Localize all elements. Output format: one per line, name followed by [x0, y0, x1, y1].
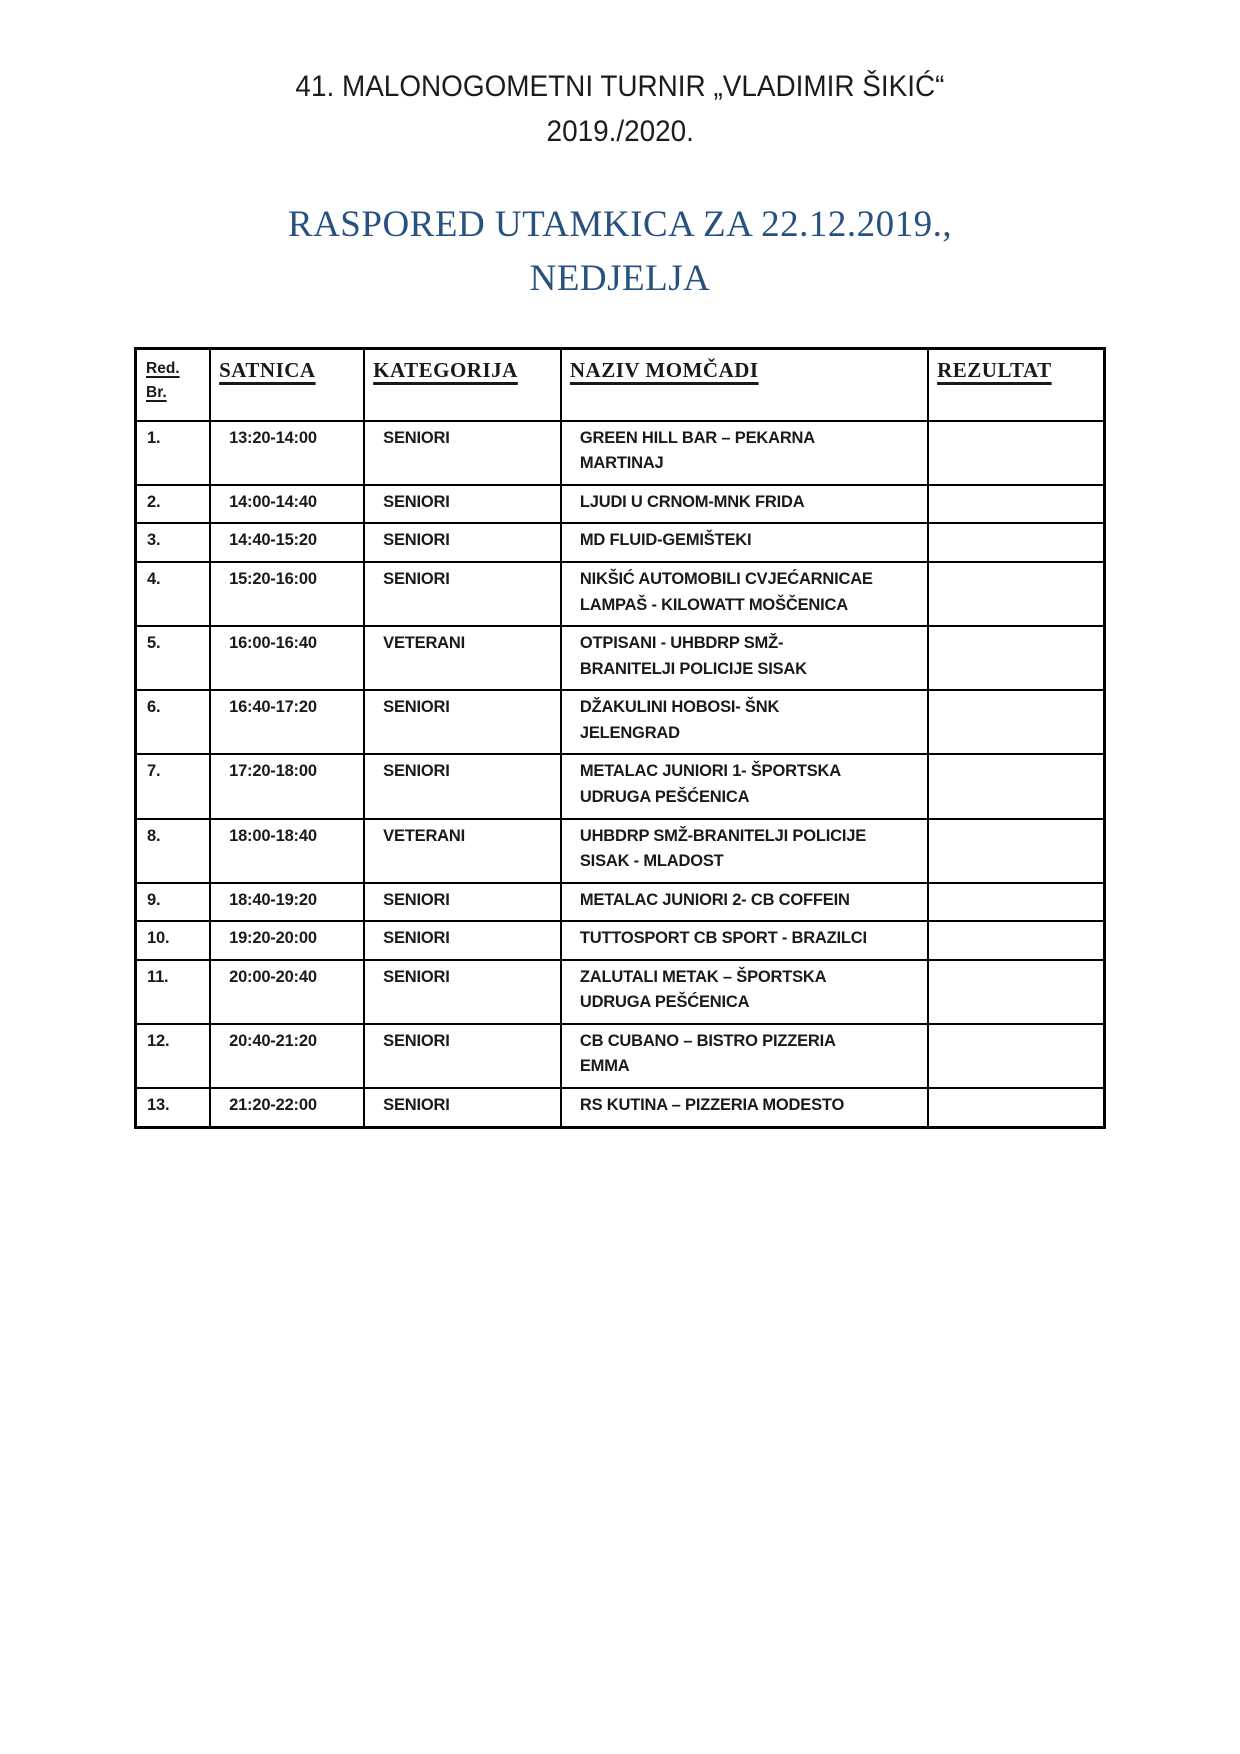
cell-red-br — [136, 1088, 211, 1127]
cell-satnica — [210, 960, 364, 1024]
cell-naziv-text: DŽAKULINI HOBOSI- ŠNK — [579, 698, 780, 717]
header-naziv-momcadi — [561, 349, 928, 421]
cell-satnica — [210, 523, 364, 562]
cell-naziv-text: CB CUBANO – BISTRO PIZZERIA — [579, 1031, 836, 1050]
cell-kategorija-text: SENIORI — [383, 492, 450, 511]
cell-satnica — [210, 421, 364, 485]
cell-satnica — [210, 921, 364, 960]
cell-red-br-text: 12. — [147, 1031, 170, 1050]
cell-satnica — [210, 562, 364, 626]
cell-satnica-text: 18:40-19:20 — [229, 890, 317, 909]
cell-kategorija-text: SENIORI — [383, 890, 450, 909]
cell-kategorija — [364, 562, 561, 626]
table-body — [136, 421, 1105, 1127]
cell-red-br-text: 6. — [147, 698, 161, 717]
cell-satnica-text: 15:20-16:00 — [229, 570, 317, 589]
cell-kategorija — [364, 1088, 561, 1127]
cell-satnica — [210, 1088, 364, 1127]
cell-naziv-text: NIKŠIĆ AUTOMOBILI CVJEĆARNICAE — [579, 570, 873, 589]
cell-naziv-text: EMMA — [579, 1057, 630, 1076]
cell-naziv-text: LJUDI U CRNOM-MNK FRIDA — [579, 492, 805, 511]
table-row — [136, 421, 1105, 485]
cell-red-br-text: 1. — [147, 428, 161, 447]
cell-red-br — [136, 883, 211, 922]
cell-kategorija — [364, 1024, 561, 1088]
cell-rezultat — [928, 523, 1104, 562]
header-red-br — [136, 349, 211, 421]
cell-naziv — [561, 562, 928, 626]
cell-naziv — [561, 754, 928, 818]
cell-naziv — [561, 421, 928, 485]
table-header-row — [136, 349, 1105, 421]
cell-kategorija-text: SENIORI — [383, 1096, 450, 1115]
cell-naziv — [561, 485, 928, 524]
cell-satnica — [210, 626, 364, 690]
document-title — [0, 64, 1240, 154]
cell-satnica-text: 16:40-17:20 — [229, 698, 317, 717]
cell-satnica — [210, 1024, 364, 1088]
table-row — [136, 960, 1105, 1024]
cell-naziv-text: OTPISANI - UHBDRP SMŽ- — [579, 634, 784, 653]
cell-kategorija-text: SENIORI — [383, 1031, 450, 1050]
cell-naziv — [561, 819, 928, 883]
header-label: Red. — [146, 360, 180, 378]
cell-satnica — [210, 690, 364, 754]
cell-kategorija-text: SENIORI — [383, 929, 450, 948]
cell-satnica-text: 16:00-16:40 — [229, 634, 317, 653]
cell-naziv-text: SISAK - MLADOST — [579, 852, 724, 871]
cell-satnica-text: 18:00-18:40 — [229, 826, 317, 845]
cell-kategorija — [364, 421, 561, 485]
cell-rezultat — [928, 421, 1104, 485]
cell-kategorija-text: VETERANI — [383, 634, 465, 653]
cell-kategorija — [364, 523, 561, 562]
cell-satnica — [210, 754, 364, 818]
cell-red-br — [136, 921, 211, 960]
cell-naziv — [561, 1024, 928, 1088]
cell-satnica-text: 19:20-20:00 — [229, 929, 317, 948]
title-line-1: 41. MALONOGOMETNI TURNIR „VLADIMIR ŠIKIĆ“ — [295, 70, 945, 103]
schedule-table-container — [0, 347, 1240, 1128]
table-row — [136, 562, 1105, 626]
cell-kategorija — [364, 883, 561, 922]
cell-rezultat — [928, 690, 1104, 754]
cell-red-br — [136, 690, 211, 754]
cell-red-br-text: 11. — [147, 967, 169, 986]
cell-satnica-text: 13:20-14:00 — [229, 428, 317, 447]
cell-kategorija-text: SENIORI — [383, 967, 450, 986]
cell-red-br — [136, 819, 211, 883]
header-label: Br. — [146, 383, 167, 401]
cell-red-br-text: 9. — [147, 890, 161, 909]
cell-naziv-text: UDRUGA PEŠĆENICA — [579, 787, 750, 806]
cell-naziv-text: UDRUGA PEŠĆENICA — [579, 993, 750, 1012]
document-subtitle — [0, 198, 1240, 305]
cell-red-br-text: 5. — [147, 634, 161, 653]
cell-satnica — [210, 485, 364, 524]
cell-naziv — [561, 690, 928, 754]
cell-rezultat — [928, 819, 1104, 883]
header-kategorija — [364, 349, 561, 421]
cell-kategorija-text: SENIORI — [383, 428, 450, 447]
cell-satnica-text: 21:20-22:00 — [229, 1096, 317, 1115]
cell-rezultat — [928, 485, 1104, 524]
cell-red-br-text: 13. — [147, 1096, 170, 1115]
table-row — [136, 754, 1105, 818]
cell-naziv-text: MARTINAJ — [579, 454, 664, 473]
cell-kategorija — [364, 754, 561, 818]
cell-naziv — [561, 921, 928, 960]
cell-satnica-text: 17:20-18:00 — [229, 762, 317, 781]
cell-kategorija-text: SENIORI — [383, 570, 450, 589]
title-line-2: 2019./2020. — [546, 115, 694, 148]
cell-naziv — [561, 960, 928, 1024]
header-label: KATEGORIJA — [373, 358, 518, 383]
cell-rezultat — [928, 626, 1104, 690]
cell-rezultat — [928, 1088, 1104, 1127]
table-row — [136, 485, 1105, 524]
cell-naziv-text: RS KUTINA – PIZZERIA MODESTO — [579, 1096, 845, 1115]
cell-kategorija — [364, 819, 561, 883]
cell-red-br — [136, 523, 211, 562]
cell-naziv — [561, 523, 928, 562]
cell-satnica — [210, 819, 364, 883]
cell-rezultat — [928, 883, 1104, 922]
cell-kategorija — [364, 690, 561, 754]
cell-naziv-text: TUTTOSPORT CB SPORT - BRAZILCI — [579, 929, 867, 948]
cell-satnica-text: 20:00-20:40 — [229, 967, 317, 986]
cell-red-br — [136, 421, 211, 485]
table-row — [136, 883, 1105, 922]
cell-rezultat — [928, 921, 1104, 960]
table-row — [136, 1088, 1105, 1127]
cell-red-br-text: 2. — [147, 492, 161, 511]
cell-red-br — [136, 562, 211, 626]
cell-satnica-text: 14:40-15:20 — [229, 531, 317, 550]
header-label: REZULTAT — [937, 358, 1052, 383]
cell-kategorija-text: SENIORI — [383, 762, 450, 781]
cell-red-br-text: 10. — [147, 929, 170, 948]
cell-naziv-text: UHBDRP SMŽ-BRANITELJI POLICIJE — [579, 826, 867, 845]
cell-naziv-text: GREEN HILL BAR – PEKARNA — [579, 428, 815, 447]
cell-satnica-text: 20:40-21:20 — [229, 1031, 317, 1050]
cell-red-br-text: 7. — [147, 762, 161, 781]
cell-naziv-text: JELENGRAD — [579, 723, 680, 742]
cell-kategorija — [364, 921, 561, 960]
cell-red-br — [136, 754, 211, 818]
header-satnica — [210, 349, 364, 421]
cell-naziv-text: METALAC JUNIORI 1- ŠPORTSKA — [579, 762, 841, 781]
table-row — [136, 690, 1105, 754]
header-rezultat — [928, 349, 1104, 421]
table-row — [136, 626, 1105, 690]
cell-red-br-text: 4. — [147, 570, 161, 589]
cell-rezultat — [928, 562, 1104, 626]
cell-red-br — [136, 626, 211, 690]
cell-red-br — [136, 485, 211, 524]
schedule-table — [134, 347, 1106, 1128]
cell-naziv — [561, 1088, 928, 1127]
cell-red-br — [136, 1024, 211, 1088]
cell-naziv-text: METALAC JUNIORI 2- CB COFFEIN — [579, 890, 850, 909]
cell-satnica — [210, 883, 364, 922]
subtitle-line-1: RASPORED UTAMKICA ZA 22.12.2019., — [287, 204, 953, 245]
cell-rezultat — [928, 960, 1104, 1024]
header-label: SATNICA — [219, 358, 316, 383]
subtitle-line-2: NEDJELJA — [529, 257, 711, 299]
cell-naziv-text: MD FLUID-GEMIŠTEKI — [579, 531, 752, 550]
cell-kategorija — [364, 626, 561, 690]
cell-red-br — [136, 960, 211, 1024]
cell-satnica-text: 14:00-14:40 — [229, 492, 317, 511]
cell-naziv — [561, 626, 928, 690]
cell-naziv-text: ZALUTALI METAK – ŠPORTSKA — [579, 967, 827, 986]
table-row — [136, 819, 1105, 883]
cell-red-br-text: 8. — [147, 826, 161, 845]
cell-kategorija — [364, 960, 561, 1024]
cell-kategorija-text: SENIORI — [383, 531, 450, 550]
cell-rezultat — [928, 1024, 1104, 1088]
cell-naziv — [561, 883, 928, 922]
table-row — [136, 523, 1105, 562]
cell-rezultat — [928, 754, 1104, 818]
cell-naziv-text: BRANITELJI POLICIJE SISAK — [579, 659, 807, 678]
table-row — [136, 921, 1105, 960]
cell-kategorija-text: VETERANI — [383, 826, 465, 845]
cell-kategorija-text: SENIORI — [383, 698, 450, 717]
cell-naziv-text: LAMPAŠ - KILOWATT MOŠČENICA — [579, 595, 848, 614]
cell-kategorija — [364, 485, 561, 524]
table-row — [136, 1024, 1105, 1088]
cell-red-br-text: 3. — [147, 531, 161, 550]
header-label: NAZIV MOMČADI — [569, 358, 759, 383]
